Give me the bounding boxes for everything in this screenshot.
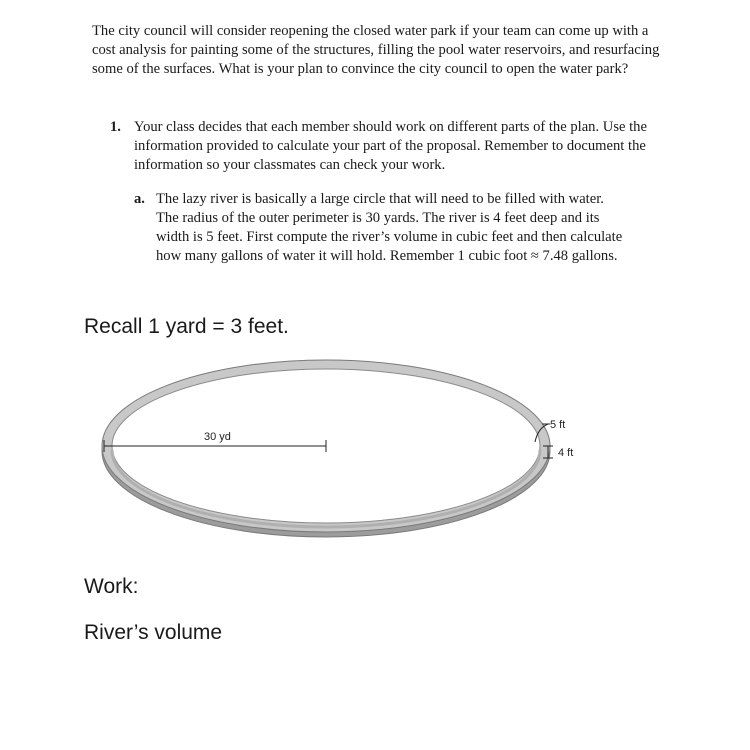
recall-note: Recall 1 yard = 3 feet. [84,315,289,338]
depth-label: 4 ft [558,447,574,459]
part-a-letter: a. [134,191,145,207]
problem-text: Your class decides that each member should work on different parts of the plan. Use the information provided to calculate your part of the proposal. Remember to document the information so your classmates can check your work. [134,119,647,173]
intro-paragraph: The city council will consider reopening the closed water park if your team can come up with a cost analysis for painting some of the structures, filling the pool water reservoirs, and resurfacing some of the surfaces. What is your plan to convince the city council to open the water park? [92,23,660,77]
problem-number: 1. [110,119,121,135]
width-label: 5 ft [550,419,566,431]
work-label: Work: [84,575,139,598]
rivers-volume-label: River’s volume [84,621,223,644]
part-a-text: The lazy river is basically a large circle that will need to be filled with water. The radius of the outer perimeter is 30 yards. The river is 4 feet deep and its width is 5 feet. First compute the river’s volume in cubic feet and then calculate how many gallons of water it will hold. Remember 1 cubic foot ≈ 7.48 gallons. [156,191,623,264]
radius-label: 30 yd [204,431,231,443]
